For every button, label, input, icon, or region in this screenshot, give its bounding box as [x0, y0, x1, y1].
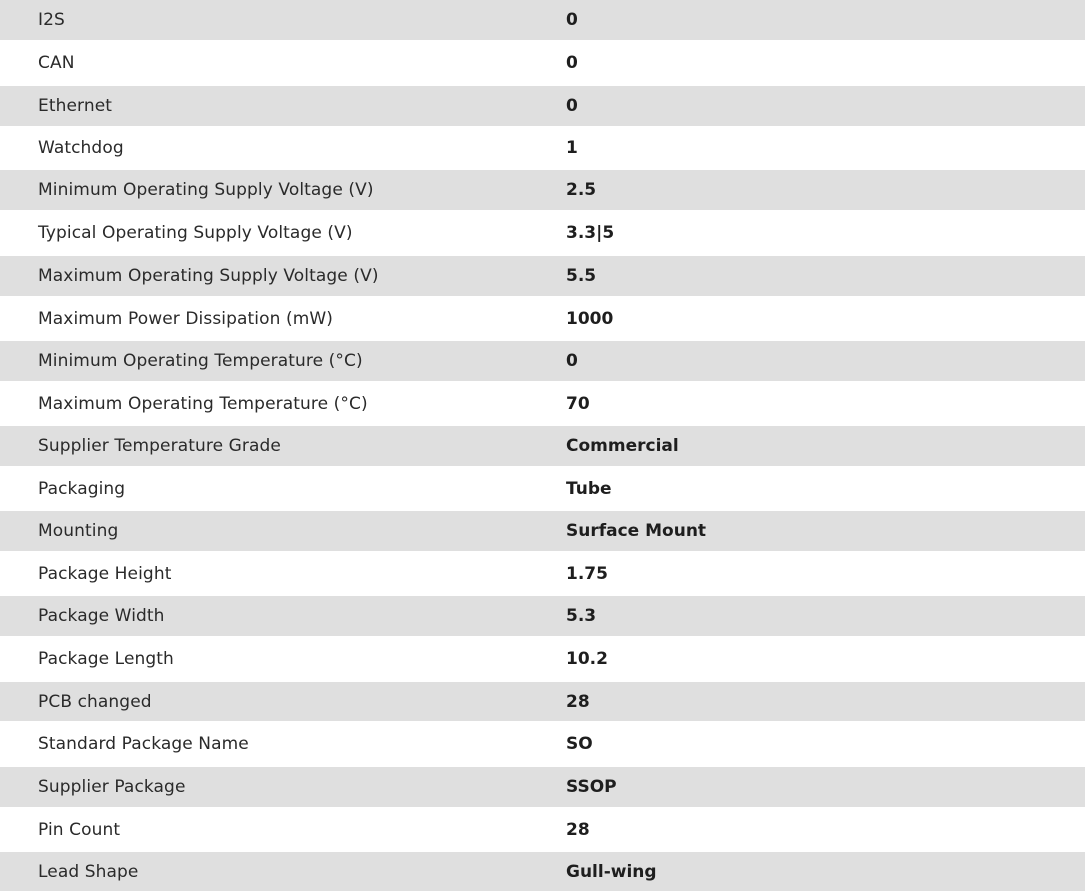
- spec-label: Watchdog: [38, 138, 124, 158]
- spec-row: [0, 0, 1085, 40]
- spec-value: 10.2: [566, 649, 608, 669]
- spec-label: CAN: [38, 53, 75, 73]
- spec-label: Maximum Operating Temperature (°C): [38, 393, 368, 414]
- spec-row: [0, 256, 1085, 296]
- spec-row: [0, 466, 1085, 511]
- spec-row: [0, 511, 1085, 551]
- spec-value: 70: [566, 393, 590, 414]
- spec-label: Supplier Temperature Grade: [38, 436, 281, 456]
- spec-value: 0: [566, 53, 578, 73]
- spec-label: Ethernet: [38, 96, 113, 116]
- spec-row: [0, 40, 1085, 86]
- spec-value: 1.75: [566, 563, 608, 584]
- spec-value: 0: [566, 96, 578, 116]
- spec-label: Standard Package Name: [38, 734, 249, 754]
- spec-label: Minimum Operating Temperature (°C): [38, 351, 363, 371]
- spec-row: [0, 170, 1085, 210]
- spec-row: [0, 767, 1085, 807]
- spec-row: [0, 551, 1085, 596]
- spec-value: SSOP: [566, 777, 617, 797]
- spec-value: 2.5: [566, 180, 597, 200]
- spec-value: 28: [566, 691, 590, 712]
- spec-row: [0, 381, 1085, 426]
- spec-value: Surface Mount: [566, 521, 707, 541]
- spec-label: I2S: [38, 10, 65, 30]
- spec-label: Lead Shape: [38, 861, 139, 882]
- spec-row: [0, 210, 1085, 256]
- spec-value: Commercial: [566, 436, 679, 456]
- spec-row: [0, 341, 1085, 381]
- spec-label: Typical Operating Supply Voltage (V): [38, 223, 353, 243]
- spec-value: 5.3: [566, 606, 597, 626]
- spec-label: Package Width: [38, 606, 165, 626]
- spec-value: Gull-wing: [566, 861, 657, 882]
- spec-label: Pin Count: [38, 819, 121, 840]
- spec-label: Packaging: [38, 478, 126, 499]
- spec-row: [0, 721, 1085, 767]
- spec-label: Supplier Package: [38, 777, 186, 797]
- spec-value: 28: [566, 819, 590, 840]
- spec-row: [0, 296, 1085, 341]
- spec-value: 1000: [566, 308, 614, 329]
- spec-label: Mounting: [38, 521, 119, 541]
- spec-value: 0: [566, 351, 578, 371]
- spec-label: PCB changed: [38, 691, 152, 712]
- spec-row: [0, 682, 1085, 721]
- spec-row: [0, 596, 1085, 636]
- spec-row: [0, 86, 1085, 126]
- spec-value: 3.3|5: [566, 223, 615, 243]
- spec-row: [0, 636, 1085, 682]
- spec-row: [0, 807, 1085, 852]
- spec-value: SO: [566, 734, 593, 754]
- spec-row: [0, 126, 1085, 170]
- spec-label: Maximum Power Dissipation (mW): [38, 308, 334, 329]
- spec-label: Package Length: [38, 649, 174, 669]
- spec-row: [0, 426, 1085, 466]
- spec-value: Tube: [566, 478, 612, 499]
- spec-row: [0, 852, 1085, 891]
- spec-value: 5.5: [566, 266, 597, 286]
- spec-label: Minimum Operating Supply Voltage (V): [38, 180, 374, 200]
- spec-value: 0: [566, 10, 578, 30]
- spec-label: Package Height: [38, 563, 172, 584]
- spec-label: Maximum Operating Supply Voltage (V): [38, 266, 379, 286]
- spec-value: 1: [566, 138, 578, 158]
